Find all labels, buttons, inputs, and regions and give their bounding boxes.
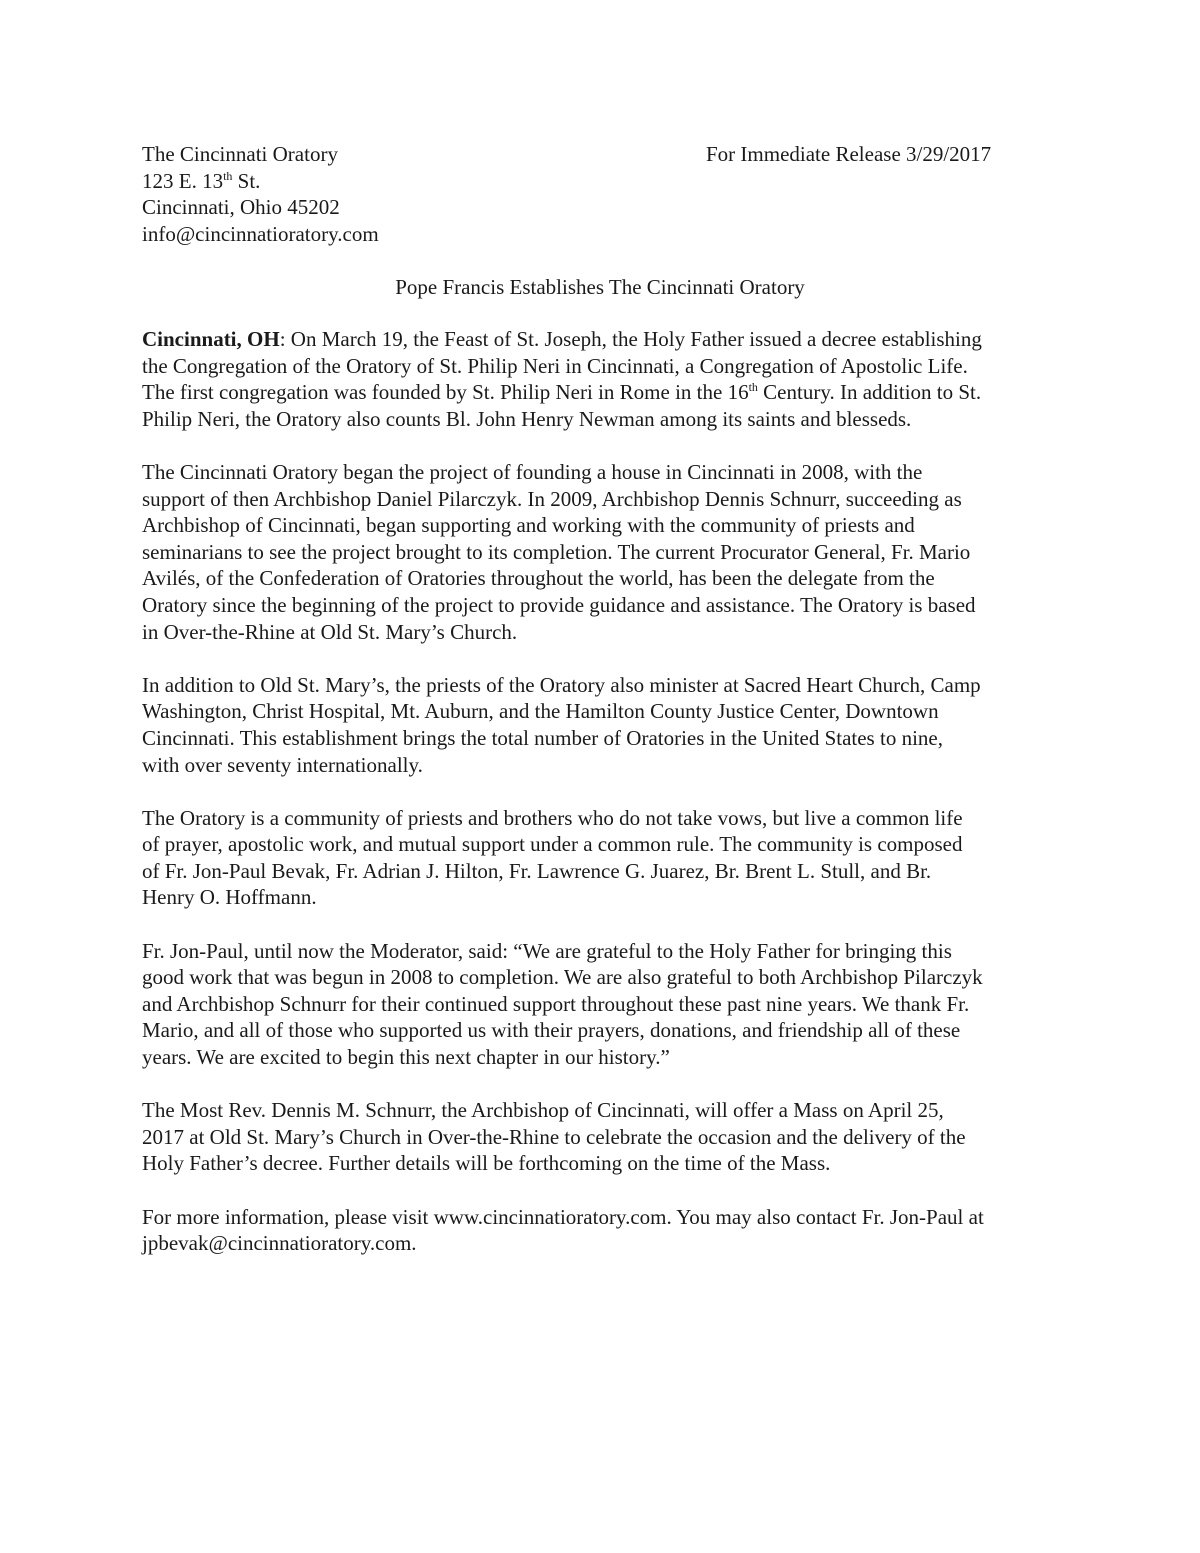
paragraph-line: Cincinnati. This establishment brings the total number of Oratories in the United States to nine, [142, 725, 943, 750]
paragraph-4 [142, 805, 1058, 911]
paragraph-line: seminarians to see the project brought to its completion. The current Procurator General, Fr. Mario [142, 539, 971, 564]
paragraph-line: Philip Neri, the Oratory also counts Bl. John Henry Newman among its saints and blesseds. [142, 406, 912, 431]
paragraph-line [142, 326, 1058, 353]
paragraph-line: with over seventy internationally. [142, 752, 423, 777]
sender-street-number: 123 E. 13 [142, 168, 224, 193]
paragraph-3 [142, 672, 1058, 778]
sender-street-ordinal: th [223, 168, 233, 183]
paragraph-line [142, 379, 1058, 406]
paragraph-5 [142, 938, 1058, 1071]
sender-org-name: The Cincinnati Oratory [142, 142, 338, 166]
paragraph-line: 2017 at Old St. Mary’s Church in Over-the-Rhine to celebrate the occasion and the delivery of the [142, 1124, 966, 1149]
paragraph-line: in Over-the-Rhine at Old St. Mary’s Church. [142, 619, 518, 644]
sender-address-block [142, 141, 662, 247]
paragraph-spacer [142, 778, 1058, 805]
paragraph-line: good work that was begun in 2008 to completion. We are also grateful to both Archbishop Pilarczyk [142, 965, 983, 990]
paragraph-spacer [142, 645, 1058, 672]
paragraph-line: Archbishop of Cincinnati, began supporting and working with the community of priests and [142, 513, 915, 538]
paragraph-line: The Oratory is a community of priests and brothers who do not take vows, but live a common life [142, 805, 963, 830]
paragraph-line: of prayer, apostolic work, and mutual support under a common rule. The community is composed [142, 832, 963, 857]
paragraph-line: of Fr. Jon-Paul Bevak, Fr. Adrian J. Hilton, Fr. Lawrence G. Juarez, Br. Brent L. Stull, and Br. [142, 858, 932, 883]
paragraph-line: Washington, Christ Hospital, Mt. Auburn, and the Hamilton County Justice Center, Downtown [142, 699, 939, 724]
paragraph-line: support of then Archbishop Daniel Pilarczyk. In 2009, Archbishop Dennis Schnurr, succeeding as [142, 486, 962, 511]
paragraph-line: For more information, please visit www.cincinnatioratory.com. You may also contact Fr. Jon-Paul at [142, 1204, 984, 1229]
paragraph-spacer [142, 1177, 1058, 1204]
paragraph-line: In addition to Old St. Mary’s, the priests of the Oratory also minister at Sacred Heart Church, Camp [142, 672, 981, 697]
paragraph-line: Henry O. Hoffmann. [142, 885, 317, 910]
paragraph-6 [142, 1097, 1058, 1177]
dateline: Cincinnati, OH [142, 327, 280, 351]
sender-street-suffix: St. [232, 168, 261, 193]
sender-email: info@cincinnatioratory.com [142, 221, 379, 246]
paragraph-7 [142, 1204, 1058, 1257]
sender-street [142, 168, 662, 195]
headline: Pope Francis Establishes The Cincinnati Oratory [395, 275, 805, 299]
paragraph-line: The Cincinnati Oratory began the project of founding a house in Cincinnati in 2008, with the [142, 459, 923, 484]
paragraph-line: and Archbishop Schnurr for their continued support throughout these past nine years. We thank Fr. [142, 991, 970, 1016]
paragraph-1 [142, 326, 1058, 432]
paragraph-text: : On March 19, the Feast of St. Joseph, the Holy Father issued a decree establishing [279, 327, 982, 351]
release-date: For Immediate Release 3/29/2017 [706, 142, 992, 166]
paragraph-line: Holy Father’s decree. Further details will be forthcoming on the time of the Mass. [142, 1151, 831, 1176]
paragraph-spacer [142, 911, 1058, 938]
paragraph-line: Mario, and all of those who supported us with their prayers, donations, and friendship all of these [142, 1018, 961, 1043]
paragraph-line: the Congregation of the Oratory of St. Philip Neri in Cincinnati, a Congregation of Apostolic Life. [142, 353, 968, 378]
paragraph-spacer [142, 1071, 1058, 1098]
paragraph-line: Fr. Jon-Paul, until now the Moderator, said: “We are grateful to the Holy Father for bringing this [142, 938, 952, 963]
paragraph-line: The Most Rev. Dennis M. Schnurr, the Archbishop of Cincinnati, will offer a Mass on April 25, [142, 1098, 944, 1123]
paragraph-spacer [142, 432, 1058, 459]
paragraph-line: Oratory since the beginning of the project to provide guidance and assistance. The Oratory is based [142, 592, 976, 617]
release-body [142, 326, 1058, 1257]
century-ordinal: th [748, 380, 758, 395]
sender-city-line: Cincinnati, Ohio 45202 [142, 195, 340, 220]
paragraph-line: Avilés, of the Confederation of Oratories throughout the world, has been the delegate from the [142, 566, 935, 591]
paragraph-line: years. We are excited to begin this next chapter in our history.” [142, 1045, 670, 1070]
paragraph-text: Century. In addition to St. [757, 380, 982, 405]
paragraph-2 [142, 459, 1058, 645]
paragraph-text: The first congregation was founded by St. Philip Neri in Rome in the 16 [142, 380, 749, 405]
paragraph-line: jpbevak@cincinnatioratory.com. [142, 1231, 417, 1256]
